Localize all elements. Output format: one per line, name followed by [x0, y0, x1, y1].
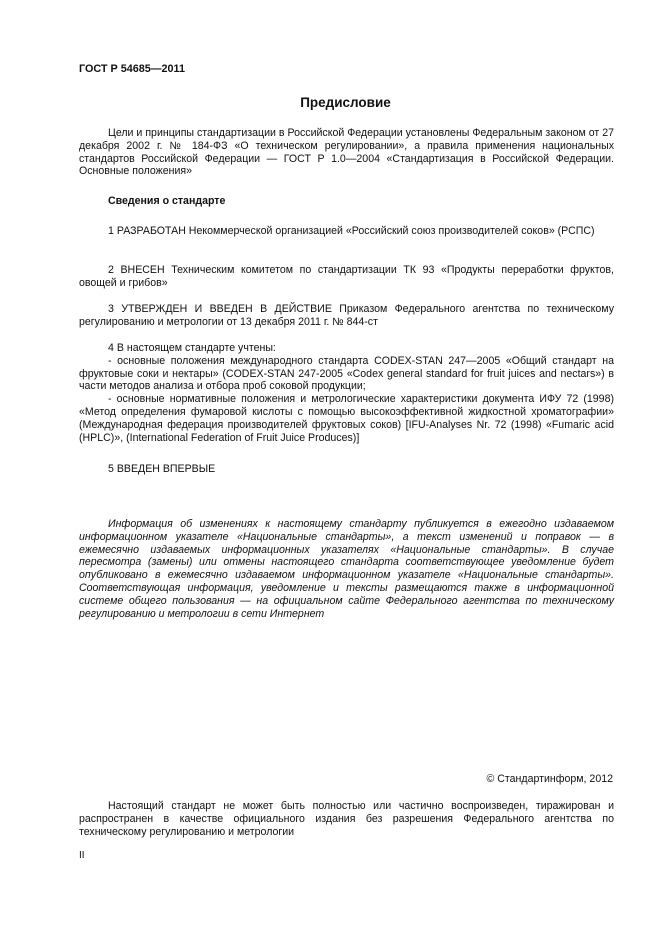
item-4 [79, 342, 614, 444]
item-5-text: 5 ВВЕДЕН ВПЕРВЫЕ [108, 463, 216, 475]
document-code: ГОСТ Р 54685—2011 [79, 63, 185, 75]
item-2-text: 2 ВНЕСЕН Техническим комитетом по стандартизации ТК 93 «Продукты переработки фруктов, овощей и грибов» [79, 264, 614, 289]
item-4-point-a: - основные положения международного стандарта CODEX-STAN 247—2005 «Общий стандарт на фруктовые соки и нектары» (CODEX-STAN 247-2005 «Codex general standard for fruit juices and nectars») в части методов анализа и отбора проб соковой продукции; [79, 354, 614, 393]
info-heading: Сведения о стандарте [108, 195, 226, 207]
item-2 [79, 264, 614, 290]
legal-notice-text: Настоящий стандарт не может быть полностью или частично воспроизведен, тиражирован и распространен в качестве официального издания без разрешения Федерального агентства по техническому регулированию и метрологии [79, 800, 614, 838]
intro-text: Цели и принципы стандартизации в Российской Федерации установлены Федеральным законом от 27 декабря 2002 г. № 184-ФЗ «О техническом регулировании», а правила применения национальных стандартов Российской Федерации — ГОСТ Р 1.0—2004 «Стандартизация в Российской Федерации. Основные положения» [79, 127, 614, 178]
legal-notice [79, 800, 614, 838]
item-4-point-b: - основные нормативные положения и метрологические характеристики документа ИФУ 72 (1998) «Метод определения фумаровой кислоты с помощью высокоэффективной жидкостной хроматографии» (Международная федерация производителей фруктовых соков) [IFU-Analyses Nr. 72 (1998) «Fumaric acid (HPLC)», (International Federation of Fruit Juice Produces)] [79, 393, 614, 444]
page-title: Предисловие [300, 95, 391, 110]
item-3 [79, 303, 614, 329]
intro-paragraph [79, 127, 614, 178]
item-5 [79, 463, 614, 476]
copyright: © Стандартинформ, 2012 [486, 773, 613, 785]
changes-notice-text: Информация об изменениях к настоящему стандарту публикуется в ежегодно издаваемом информационном указателе «Национальные стандарты», а текст изменений и поправок — в ежемесячно издаваемых информационных указателях «Национальные стандарты». В случае пересмотра (замены) или отмены настоящего стандарта соответствующее уведомление будет опубликовано в ежемесячно издаваемом информационном указателе «Национальные стандарты». Соответствующая информация, уведомление и тексты размещаются также в информационной системе общего пользования — на официальном сайте Федерального агентства по техническому регулированию и метрологии в сети Интернет [79, 518, 614, 620]
item-3-text: 3 УТВЕРЖДЕН И ВВЕДЕН В ДЕЙСТВИЕ Приказом Федерального агентства по техническому регулированию и метрологии от 13 декабря 2011 г. № 844-ст [79, 303, 614, 328]
item-4-intro: 4 В настоящем стандарте учтены: [108, 342, 276, 354]
page-number: II [79, 850, 85, 861]
item-1 [79, 225, 614, 238]
changes-notice [79, 518, 614, 620]
item-1-text: 1 РАЗРАБОТАН Некоммерческой организацией «Российский союз производителей соков» (РСПС) [108, 225, 595, 237]
